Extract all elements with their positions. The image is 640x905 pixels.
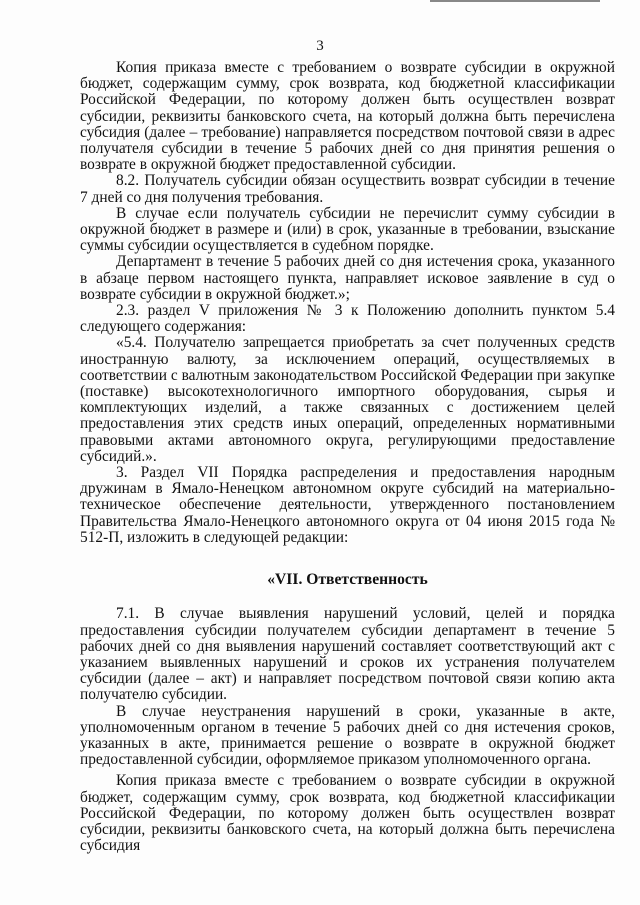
- paragraph-court-recovery: В случае если получатель субсидии не перечислит сумму субсидии в окружной бюджет в размере и (или) в срок, указанные в требовании, взыскание суммы субсидии осуществляется в судебном порядке.: [80, 204, 615, 255]
- top-edge-line: [430, 0, 600, 2]
- paragraph-copy-order: Копия приказа вместе с требованием о возврате субсидии в окружной бюджет, содержащим сумму, срок возврата, код бюджетной классификации Российской Федерации, по которому должен быть осуществлен возврат субсидии, реквизиты банковского счета, на который должна быть перечислена субсидия (далее – требование) направляется посредством почтовой связи в адрес получателя субсидии в течение 5 рабочих дней со дня принятия решения о возврате в окружной бюджет предоставленной субсидии.: [80, 59, 615, 174]
- paragraph-7-1: 7.1. В случае выявления нарушений условий, целей и порядка предоставления субсидии получателем субсидии департамент в течение 5 рабочих дней со дня выявления нарушений составляет соответствующий акт с указанием выявленных нарушений и сроков их устранения получателем субсидии (далее – акт) и направляет посредством почтовой связи копию акта получателю субсидии.: [80, 605, 615, 704]
- paragraph-2-3: 2.3. раздел V приложения № 3 к Положению дополнить пунктом 5.4 следующего содержания:: [80, 302, 615, 336]
- section-heading: «VII. Ответственность: [267, 571, 428, 589]
- paragraph-department-claim: Департамент в течение 5 рабочих дней со дня истечения срока, указанного в абзаце первом настоящего пункта, направляет исковое заявление в суд о возврате субсидии в окружной бюджет.»;: [80, 253, 615, 303]
- paragraph-copy-order-2: Копия приказа вместе с требованием о возврате субсидии в окружной бюджет, содержащим сумму, срок возврата, код бюджетной классификации Российской Федерации, по которому должен быть осуществлен возврат субсидии, реквизиты банковского счета, на который должна быть перечислена субсидия: [80, 772, 615, 855]
- paragraph-5-4: «5.4. Получателю запрещается приобретать за счет полученных средств иностранную валюту, за исключением операций, осуществляемых в соответствии с валютным законодательством Российской Федерации при закупке (поставке) высокотехнологичного импортного оборудования, сырья и комплектующих изделий, а также связанных с достижением целей предоставления этих средств иных операций, определенных нормативными правовыми актами автономного округа, регулирующими предоставление субсидий.».: [80, 334, 615, 465]
- paragraph-8-2: 8.2. Получатель субсидии обязан осуществить возврат субсидии в течение 7 дней со дня получения требования.: [80, 172, 615, 206]
- paragraph-section-3: 3. Раздел VII Порядка распределения и предоставления народным дружинам в Ямало-Ненецком автономном округе субсидий на материально-техническое обеспечение деятельности, утвержденного постановлением Правительства Ямало-Ненецкого автономного округа от 04 июня 2015 года № 512-П, изложить в следующей редакции:: [80, 464, 615, 546]
- page-number: 3: [316, 38, 324, 54]
- document-body: [80, 60, 615, 854]
- paragraph-non-elimination: В случае неустранения нарушений в сроки, указанные в акте, уполномоченным органом в течение 5 рабочих дней со дня истечения сроков, указанных в акте, принимается решение о возврате в окружной бюджет предоставленной субсидии, оформляемое приказом уполномоченного органа.: [80, 702, 615, 769]
